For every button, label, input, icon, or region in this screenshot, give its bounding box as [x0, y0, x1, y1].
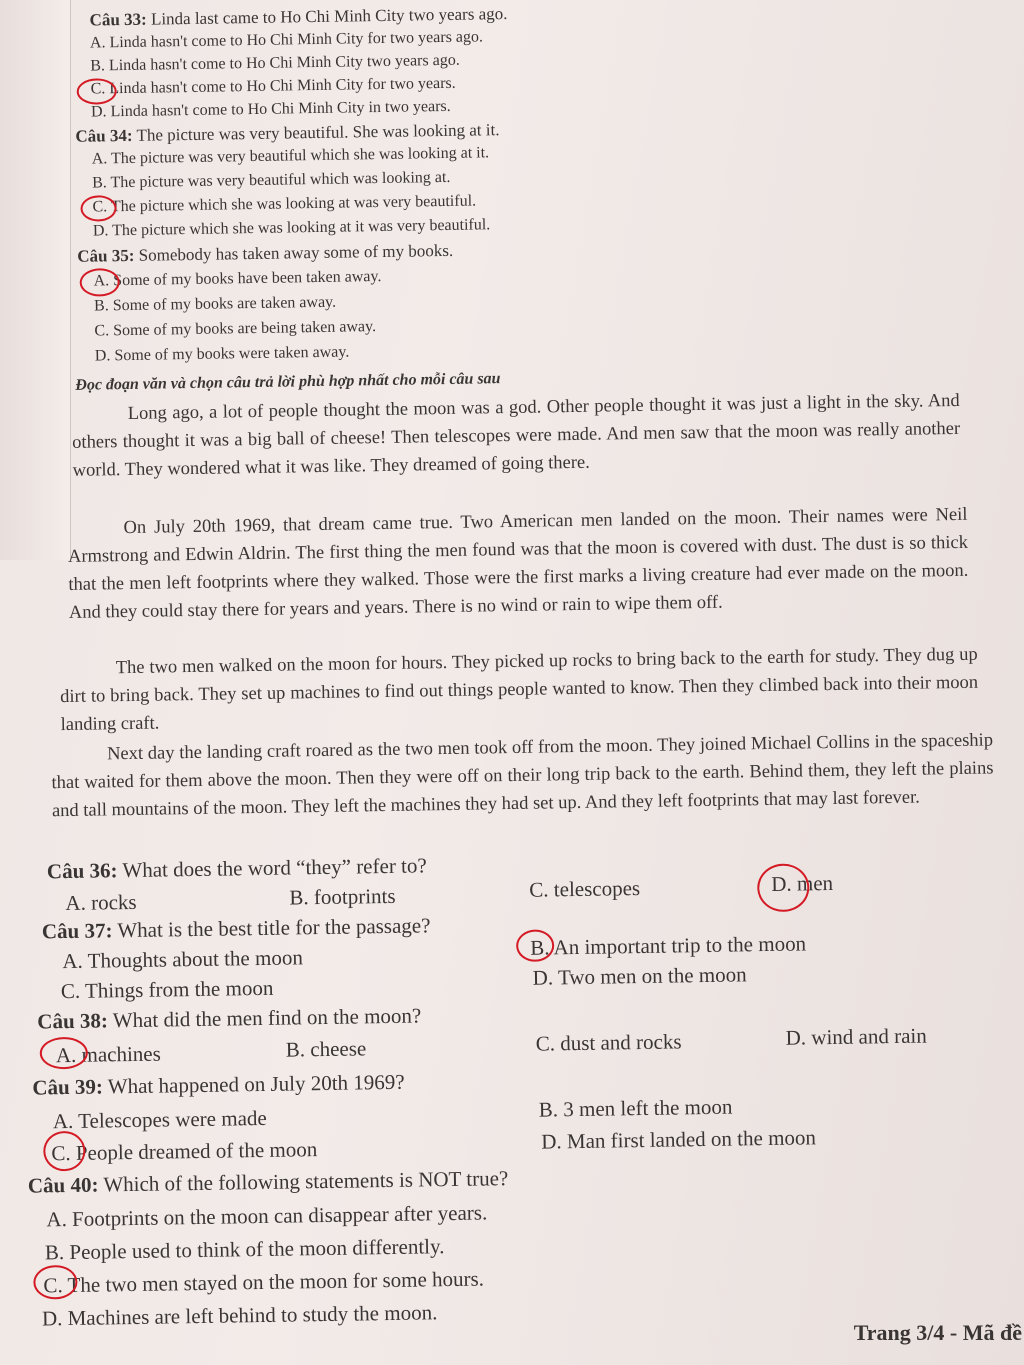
question-33-stem: Linda last came to Ho Chi Minh City two years ago. [150, 3, 508, 29]
q40-option-a: A. Footprints on the moon can disappear after years. [46, 1200, 488, 1232]
q34-option-a: A. The picture was very beautiful which she was looking at it. [91, 144, 490, 168]
passage-paragraph-4 [51, 726, 994, 825]
question-35-stem: Somebody has taken away some of my books. [138, 240, 454, 265]
q37-option-c: C. Things from the moon [60, 975, 274, 1004]
passage-paragraph-1 [72, 387, 961, 485]
q36-option-a: A. rocks [65, 889, 137, 916]
question-40-stem: Which of the following statements is NOT true? [103, 1166, 509, 1197]
question-33-label: Câu 33: [89, 9, 147, 30]
page-footer: Trang 3/4 - Mã đề [853, 1320, 1022, 1345]
q35-option-a: A. Some of my books have been taken away. [93, 268, 382, 290]
q38-option-a: A. machines [55, 1041, 161, 1068]
question-38-label: Câu 38: [37, 1008, 109, 1034]
q36-option-c: C. telescopes [529, 876, 641, 902]
q34-option-b: B. The picture was very beautiful which was looking at. [92, 168, 451, 192]
question-40 [28, 1166, 509, 1199]
q35-option-c: C. Some of my books are being taken away. [94, 318, 377, 340]
q34-option-c: C. The picture which she was looking at was very beautiful. [92, 192, 477, 216]
question-36-stem: What does the word “they” refer to? [122, 853, 427, 883]
question-38-stem: What did the men find on the moon? [112, 1003, 422, 1033]
q40-option-d: D. Machines are left behind to study the moon. [41, 1300, 438, 1331]
question-33 [89, 4, 507, 31]
q39-option-a: A. Telescopes were made [52, 1105, 267, 1134]
q40-option-b: B. People used to think of the moon differently. [44, 1234, 445, 1265]
passage-paragraph-3-text: The two men walked on the moon for hours. They picked up rocks to bring back to the earth for study. They dug up dirt to bring back. They set up machines to find out things people wanted to know. Then they climbed back into their moon landing craft. [60, 644, 979, 736]
question-39-label: Câu 39: [32, 1074, 104, 1100]
question-37-stem: What is the best title for the passage? [117, 913, 431, 943]
question-34-label: Câu 34: [75, 125, 133, 146]
passage-paragraph-4-text: Next day the landing craft roared as the two men took off from the moon. They joined Michael Collins in the spaceship that waited for them above the moon. Then they were off on their long trip back to the earth. Behind them, they left the plains and tall mountains of the moon. They left the machines they had set up. And they left footprints that may last forever. [51, 730, 994, 822]
question-40-label: Câu 40: [27, 1172, 99, 1198]
q33-option-a: A. Linda hasn't come to Ho Chi Minh City for two years ago. [89, 28, 484, 52]
q40-option-c: C. The two men stayed on the moon for some hours. [43, 1266, 485, 1298]
q36-option-b: B. footprints [289, 883, 396, 910]
answer-circle-q35 [79, 268, 119, 297]
question-38 [37, 1003, 421, 1034]
question-34-stem: The picture was very beautiful. She was looking at it. [136, 120, 500, 145]
q39-option-d: D. Man first landed on the moon [541, 1125, 817, 1154]
question-36-label: Câu 36: [46, 858, 118, 884]
question-35 [77, 241, 453, 267]
question-39 [32, 1070, 405, 1101]
q35-option-b: B. Some of my books are taken away. [93, 293, 337, 315]
passage-paragraph-3 [60, 641, 979, 739]
passage-paragraph-1-text: Long ago, a lot of people thought the moon was a god. Other people thought it was just a light in the sky. And others thought it was a big ball of cheese! Then telescopes were made. And men saw that the moon was really another world. They wondered what it was like. They dreamed of going there. [72, 390, 961, 481]
reading-instruction: Đọc đoạn văn và chọn câu trả lời phù hợp nhất cho mỗi câu sau [75, 370, 501, 394]
q34-option-d: D. The picture which she was looking at it was very beautiful. [92, 216, 491, 240]
question-34 [75, 120, 499, 147]
q33-option-d: D. Linda hasn't come to Ho Chi Minh City in two years. [90, 97, 451, 121]
question-39-stem: What happened on July 20th 1969? [107, 1069, 405, 1099]
q39-option-b: B. 3 men left the moon [538, 1094, 733, 1122]
answer-circle-q34 [80, 195, 116, 222]
question-37 [42, 913, 431, 944]
q37-option-b: B. An important trip to the moon [530, 931, 807, 960]
passage-paragraph-2 [67, 501, 969, 627]
question-35-label: Câu 35: [77, 245, 135, 266]
q37-option-d: D. Two men on the moon [532, 962, 747, 990]
q39-option-c: C. People dreamed of the moon [51, 1137, 318, 1166]
answer-circle-q36 [757, 863, 810, 912]
q38-option-d: D. wind and rain [785, 1023, 927, 1050]
q35-option-d: D. Some of my books were taken away. [94, 343, 350, 365]
q38-option-c: C. dust and rocks [535, 1029, 682, 1056]
q38-option-b: B. cheese [285, 1036, 367, 1062]
q33-option-b: B. Linda hasn't come to Ho Chi Minh City two years ago. [90, 51, 460, 75]
q36-option-d: D. men [771, 870, 834, 896]
q33-option-c: C. Linda hasn't come to Ho Chi Minh City for two years. [90, 74, 456, 98]
passage-paragraph-2-text: On July 20th 1969, that dream came true. Two American men landed on the moon. Their names were Neil Armstrong and Edwin Aldrin. The first thing the men found was that the moon is covered with dust. The dust is so thick that the men left footprints where they walked. Those were the first marks a living creature had ever made on the moon. And they could stay there for years and years. There is no wind or rain to wipe them off. [67, 504, 969, 623]
answer-circle-q33 [77, 78, 117, 105]
question-36 [47, 853, 427, 884]
question-37-label: Câu 37: [41, 918, 113, 944]
q37-option-a: A. Thoughts about the moon [62, 945, 304, 974]
